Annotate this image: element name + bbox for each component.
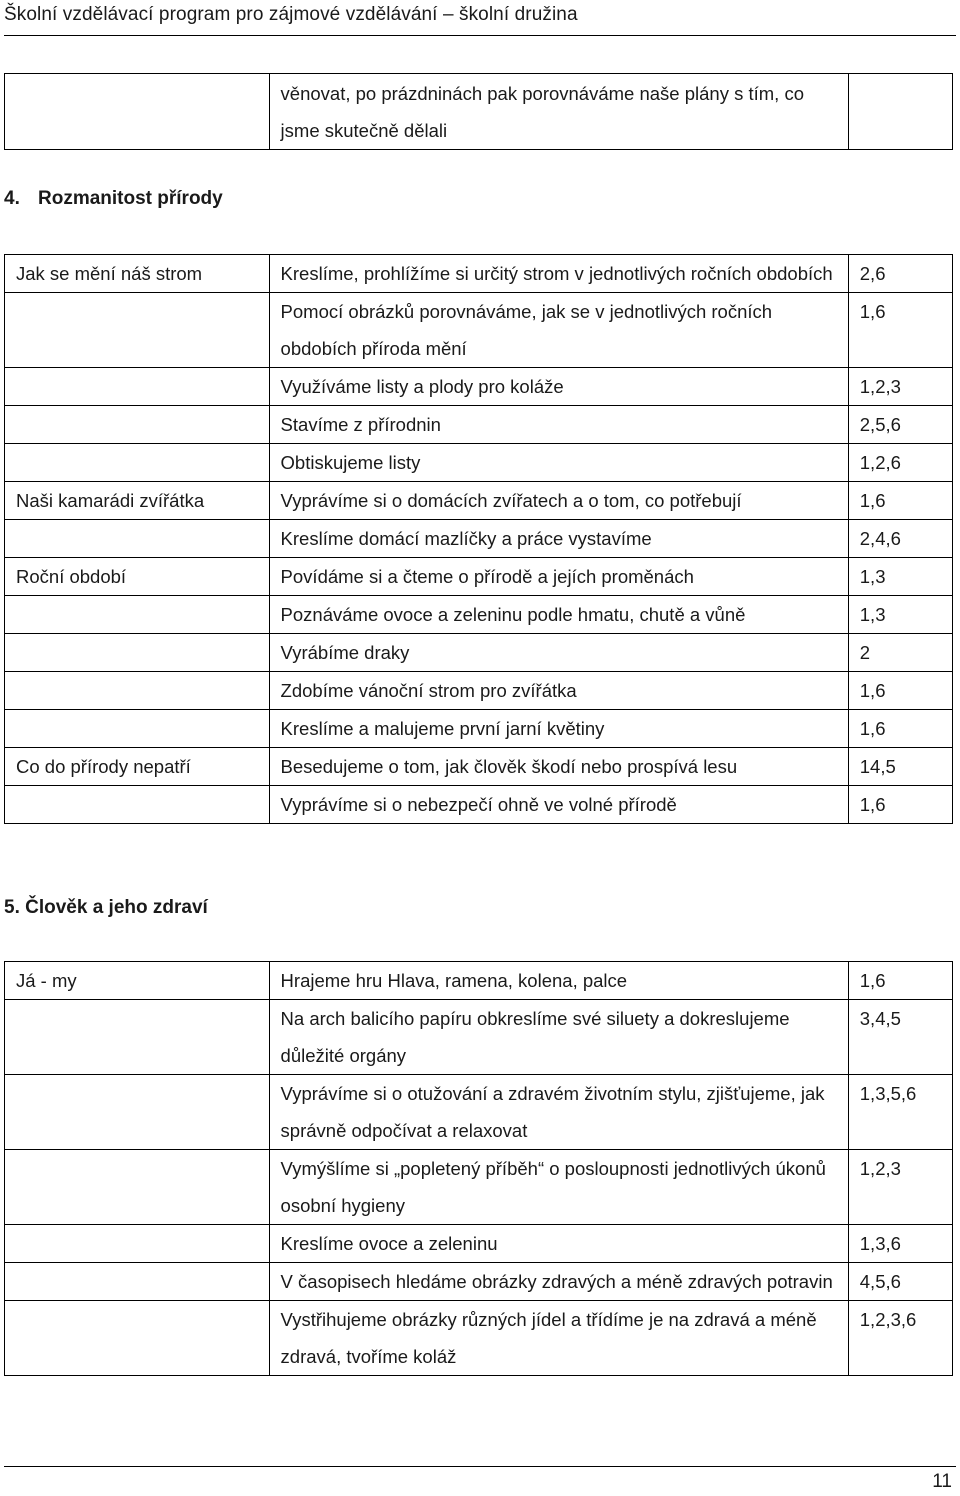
competence-codes-cell: 1,2,3 <box>848 368 952 406</box>
table-row <box>5 558 953 596</box>
topic-cell <box>5 520 270 558</box>
topic-cell: Naši kamarádi zvířátka <box>5 482 270 520</box>
table-row <box>5 255 953 293</box>
competence-codes-cell: 1,6 <box>848 786 952 824</box>
topic-cell <box>5 406 270 444</box>
competence-codes-cell: 4,5,6 <box>848 1263 952 1301</box>
topic-cell: Roční období <box>5 558 270 596</box>
competence-codes-cell: 1,3 <box>848 558 952 596</box>
competence-codes-cell: 3,4,5 <box>848 1000 952 1075</box>
competence-codes-cell: 14,5 <box>848 748 952 786</box>
table-row <box>5 596 953 634</box>
competence-codes-cell: 2,5,6 <box>848 406 952 444</box>
topic-cell <box>5 1000 270 1075</box>
activity-cell: Kreslíme domácí mazlíčky a práce vystavíme <box>269 520 848 558</box>
table-row <box>5 1263 953 1301</box>
competence-codes-cell: 1,3,6 <box>848 1225 952 1263</box>
topic-cell: Jak se mění náš strom <box>5 255 270 293</box>
table-row <box>5 1150 953 1225</box>
competence-codes-cell: 1,2,3,6 <box>848 1301 952 1376</box>
table-row <box>5 710 953 748</box>
activities-table-health <box>4 961 953 1376</box>
topic-cell <box>5 596 270 634</box>
table-row <box>5 748 953 786</box>
activity-cell: Využíváme listy a plody pro koláže <box>269 368 848 406</box>
activity-cell: Kreslíme ovoce a zeleninu <box>269 1225 848 1263</box>
competence-codes-cell: 1,6 <box>848 482 952 520</box>
activity-cell: Hrajeme hru Hlava, ramena, kolena, palce <box>269 962 848 1000</box>
competence-codes-cell <box>848 74 952 150</box>
topic-cell <box>5 786 270 824</box>
footer-divider <box>4 1466 956 1467</box>
activity-cell: Vymýšlíme si „popletený příběh“ o posloupnosti jednotlivých úkonů osobní hygieny <box>269 1150 848 1225</box>
competence-codes-cell: 1,2,6 <box>848 444 952 482</box>
topic-cell: Já - my <box>5 962 270 1000</box>
activity-cell: Vyprávíme si o domácích zvířatech a o tom, co potřebují <box>269 482 848 520</box>
table-row <box>5 74 953 150</box>
table-row <box>5 672 953 710</box>
topic-cell <box>5 672 270 710</box>
activity-cell: věnovat, po prázdninách pak porovnáváme naše plány s tím, co jsme skutečně dělali <box>269 74 848 150</box>
topic-cell <box>5 293 270 368</box>
activity-cell: Vyrábíme draky <box>269 634 848 672</box>
competence-codes-cell: 1,6 <box>848 962 952 1000</box>
table-row <box>5 520 953 558</box>
activity-cell: Kreslíme a malujeme první jarní květiny <box>269 710 848 748</box>
topic-cell <box>5 74 270 150</box>
topic-cell: Co do přírody nepatří <box>5 748 270 786</box>
activity-cell: Zdobíme vánoční strom pro zvířátka <box>269 672 848 710</box>
activities-table-nature <box>4 254 953 824</box>
activity-cell: Vyprávíme si o nebezpečí ohně ve volné přírodě <box>269 786 848 824</box>
page-number: 11 <box>932 1471 952 1492</box>
topic-cell <box>5 710 270 748</box>
competence-codes-cell: 1,6 <box>848 710 952 748</box>
topic-cell <box>5 1150 270 1225</box>
table-row <box>5 634 953 672</box>
competence-codes-cell: 1,2,3 <box>848 1150 952 1225</box>
activity-cell: Pomocí obrázků porovnáváme, jak se v jednotlivých ročních obdobích příroda mění <box>269 293 848 368</box>
topic-cell <box>5 368 270 406</box>
table-row <box>5 1225 953 1263</box>
table-row <box>5 368 953 406</box>
topic-cell <box>5 1075 270 1150</box>
table-row <box>5 962 953 1000</box>
topic-cell <box>5 444 270 482</box>
table-row <box>5 786 953 824</box>
competence-codes-cell: 2,6 <box>848 255 952 293</box>
table-row <box>5 482 953 520</box>
competence-codes-cell: 1,6 <box>848 293 952 368</box>
table-row <box>5 1000 953 1075</box>
continuation-table <box>4 73 953 150</box>
topic-cell <box>5 1301 270 1376</box>
activity-cell: Povídáme si a čteme o přírodě a jejích proměnách <box>269 558 848 596</box>
activity-cell: Na arch balicího papíru obkreslíme své siluety a dokreslujeme důležité orgány <box>269 1000 848 1075</box>
activity-cell: V časopisech hledáme obrázky zdravých a méně zdravých potravin <box>269 1263 848 1301</box>
section-number: 4. <box>4 188 20 209</box>
table-row <box>5 406 953 444</box>
activity-cell: Obtiskujeme listy <box>269 444 848 482</box>
competence-codes-cell: 1,3,5,6 <box>848 1075 952 1150</box>
topic-cell <box>5 1263 270 1301</box>
activity-cell: Vystřihujeme obrázky různých jídel a třídíme je na zdravá a méně zdravá, tvoříme koláž <box>269 1301 848 1376</box>
header-divider <box>4 35 956 36</box>
competence-codes-cell: 2 <box>848 634 952 672</box>
topic-cell <box>5 634 270 672</box>
topic-cell <box>5 1225 270 1263</box>
table-row <box>5 444 953 482</box>
competence-codes-cell: 1,3 <box>848 596 952 634</box>
activity-cell: Poznáváme ovoce a zeleninu podle hmatu, chutě a vůně <box>269 596 848 634</box>
section-heading-5: 5. Člověk a jeho zdraví <box>4 897 208 918</box>
activity-cell: Kreslíme, prohlížíme si určitý strom v jednotlivých ročních obdobích <box>269 255 848 293</box>
table-row <box>5 1075 953 1150</box>
competence-codes-cell: 1,6 <box>848 672 952 710</box>
activity-cell: Vyprávíme si o otužování a zdravém životním stylu, zjišťujeme, jak správně odpočívat a relaxovat <box>269 1075 848 1150</box>
table-row <box>5 293 953 368</box>
competence-codes-cell: 2,4,6 <box>848 520 952 558</box>
page-header: Školní vzdělávací program pro zájmové vzdělávání – školní družina <box>4 4 578 25</box>
section-heading-4 <box>4 187 223 211</box>
section-title: Rozmanitost přírody <box>38 188 223 209</box>
table-row <box>5 1301 953 1376</box>
activity-cell: Besedujeme o tom, jak člověk škodí nebo prospívá lesu <box>269 748 848 786</box>
activity-cell: Stavíme z přírodnin <box>269 406 848 444</box>
